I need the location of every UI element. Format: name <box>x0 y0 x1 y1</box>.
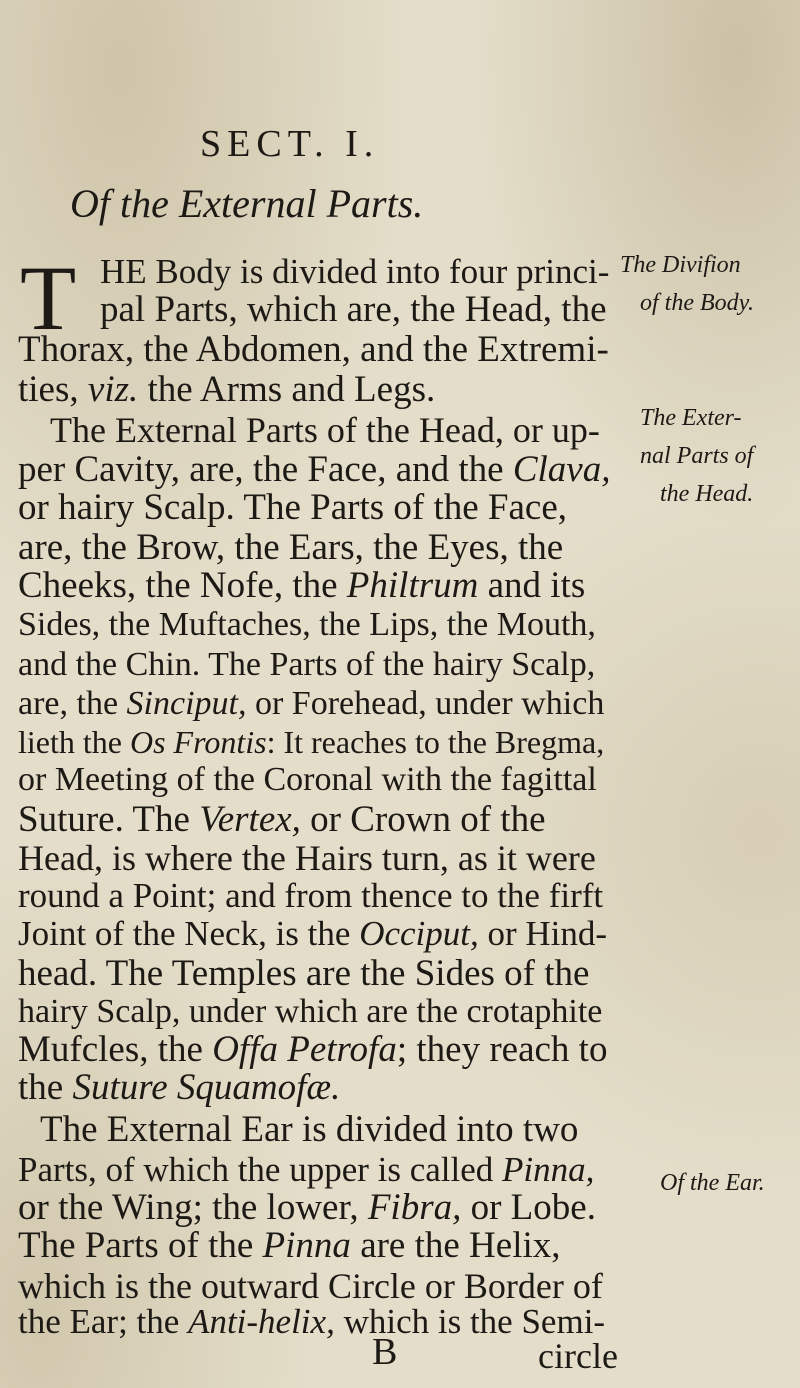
text-roman: Joint of the Neck, is the <box>18 914 360 953</box>
text-italic: Vertex, <box>199 799 301 840</box>
text-italic: Occiput, <box>359 914 479 953</box>
text-italic: Anti-helix, <box>188 1302 335 1341</box>
text-roman: Thorax, the Abdomen, and the Extremi- <box>18 329 609 370</box>
text-line <box>18 722 604 762</box>
text-line <box>18 1030 607 1070</box>
text-italic: viz. <box>87 369 139 410</box>
text-line <box>18 954 589 994</box>
catchword: circle <box>538 1336 618 1376</box>
text-line <box>18 992 602 1032</box>
text-line <box>18 605 596 645</box>
text-roman: HE Body is divided into four princi- <box>100 252 610 291</box>
text-roman: ties, <box>18 369 88 410</box>
text-roman: Parts, of which the upper is called <box>18 1150 503 1189</box>
text-roman: pal Parts, which are, the Head, the <box>100 289 607 330</box>
text-roman: or Meeting of the Coronal with the fagittal <box>18 761 597 798</box>
text-roman: ; they reach to <box>396 1029 608 1070</box>
text-roman: Head, is where the Hairs turn, as it were <box>18 838 596 878</box>
text-line <box>18 760 597 800</box>
text-line <box>18 528 563 568</box>
text-line <box>18 1226 561 1266</box>
text-roman: and its <box>478 565 586 606</box>
text-line <box>18 1068 340 1108</box>
text-line <box>18 1150 594 1190</box>
text-line <box>50 410 600 450</box>
text-italic: Pinna <box>262 1225 351 1266</box>
text-italic: Fibra, <box>367 1187 462 1228</box>
text-line <box>100 252 609 292</box>
text-roman: the <box>18 1067 73 1108</box>
text-line <box>18 488 567 528</box>
text-italic: Clava, <box>512 449 611 490</box>
text-line <box>18 450 610 490</box>
text-italic: Philtrum <box>346 565 479 606</box>
text-roman: and the Chin. The Parts of the hairy Scalp, <box>18 646 596 683</box>
text-roman: or hairy Scalp. The Parts of the Face, <box>18 487 568 528</box>
text-roman: hairy Scalp, under which are the crotaphite <box>18 993 603 1030</box>
section-subtitle: Of the External Parts. <box>70 181 424 226</box>
text-line <box>40 1110 578 1150</box>
text-roman: or Hind- <box>478 914 608 953</box>
text-roman: head. The Temples are the Sides of the <box>18 953 590 994</box>
text-roman: Mufcles, the <box>18 1029 213 1070</box>
margin-note: Of the Ear. <box>660 1170 765 1196</box>
text-line <box>18 876 603 916</box>
text-italic: Suture Squamofæ. <box>72 1067 341 1108</box>
text-roman: or Crown of the <box>300 799 546 840</box>
text-roman: The External Ear is divided into two <box>40 1109 579 1150</box>
text-line <box>18 566 585 606</box>
text-roman: which is the Semi- <box>334 1302 606 1341</box>
text-italic: Offa Petrofa <box>212 1029 397 1070</box>
margin-note: The Divifion <box>620 252 741 278</box>
text-roman: which is the outward Circle or Border of <box>18 1266 603 1306</box>
text-roman: or Lobe. <box>461 1187 596 1228</box>
text-line <box>18 914 607 954</box>
text-roman: are the Helix, <box>350 1225 561 1266</box>
text-roman: are, the Brow, the Ears, the Eyes, the <box>18 527 564 568</box>
text-line <box>18 330 609 370</box>
margin-note: nal Parts of <box>640 443 754 469</box>
text-line <box>18 684 604 724</box>
text-roman: : It reaches to the Bregma, <box>266 724 605 760</box>
text-line <box>18 800 546 840</box>
margin-note: The Exter- <box>640 405 742 431</box>
text-roman: The Parts of the <box>18 1225 263 1266</box>
text-roman: Suture. The <box>18 799 200 840</box>
text-roman: lieth the <box>18 724 130 760</box>
signature-mark: B <box>372 1331 398 1373</box>
text-line <box>18 370 435 410</box>
margin-note: the Head. <box>660 481 754 507</box>
text-italic: Sinciput, <box>126 685 247 722</box>
text-line <box>100 290 607 330</box>
text-line <box>18 1266 603 1306</box>
text-roman: are, the <box>18 685 127 722</box>
text-roman: or Forehead, under which <box>246 685 605 722</box>
text-line <box>18 1302 605 1342</box>
text-line <box>18 1188 596 1228</box>
section-heading: SECT. I. <box>200 123 380 165</box>
text-roman: Sides, the Muftaches, the Lips, the Mouth, <box>18 606 596 643</box>
text-roman: the Ear; the <box>18 1302 189 1341</box>
text-roman: Cheeks, the Nofe, the <box>18 565 347 606</box>
text-roman: The External Parts of the Head, or up- <box>50 410 600 450</box>
text-line <box>18 838 596 878</box>
text-italic: Os Frontis <box>129 724 267 760</box>
text-roman: round a Point; and from thence to the firft <box>18 876 604 915</box>
margin-note: of the Body. <box>640 290 754 316</box>
text-roman: or the Wing; the lower, <box>18 1187 368 1228</box>
text-roman: the Arms and Legs. <box>138 369 436 410</box>
text-line <box>18 645 595 685</box>
drop-cap: T <box>20 247 77 349</box>
text-italic: Pinna, <box>502 1150 595 1189</box>
text-roman: per Cavity, are, the Face, and the <box>18 449 513 490</box>
